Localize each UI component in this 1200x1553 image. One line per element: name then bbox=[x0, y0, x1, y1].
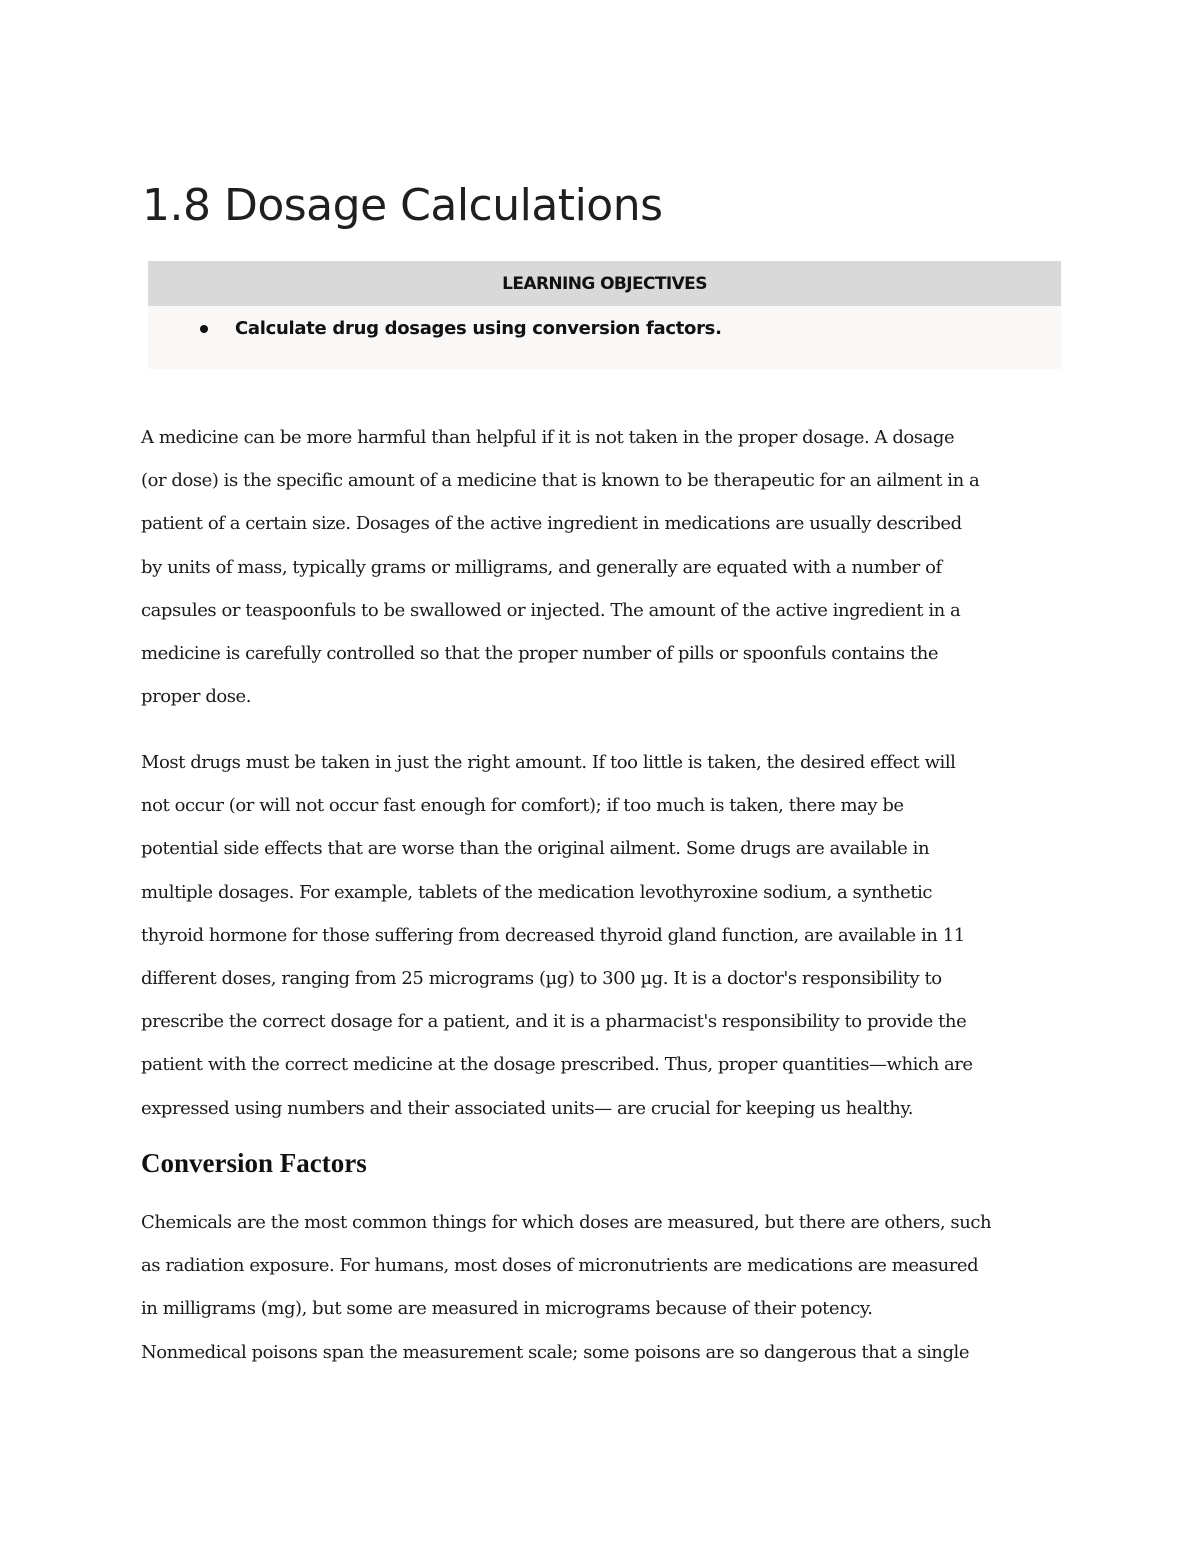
learning-objective-text: Calculate drug dosages using conversion factors. bbox=[235, 318, 722, 339]
learning-objective-item bbox=[200, 316, 722, 342]
learning-objectives-box bbox=[148, 261, 1061, 369]
bullet-icon bbox=[200, 325, 208, 333]
text-line: prescribe the correct dosage for a patient, and it is a pharmacist's responsibility to provide the bbox=[141, 1011, 967, 1033]
text-line: not occur (or will not occur fast enough for comfort); if too much is taken, there may be bbox=[141, 795, 904, 817]
text-line: multiple dosages. For example, tablets of the medication levothyroxine sodium, a synthetic bbox=[141, 881, 933, 903]
text-line: Most drugs must be taken in just the right amount. If too little is taken, the desired effect will bbox=[141, 752, 956, 773]
learning-objectives-heading: LEARNING OBJECTIVES bbox=[148, 261, 1061, 306]
text-line: as radiation exposure. For humans, most doses of micronutrients are medications are measured bbox=[141, 1255, 979, 1277]
text-line: potential side effects that are worse than the original ailment. Some drugs are available in bbox=[141, 838, 930, 860]
text-line: Chemicals are the most common things for which doses are measured, but there are others, such bbox=[141, 1212, 992, 1233]
text-line: expressed using numbers and their associated units— are crucial for keeping us healthy. bbox=[141, 1097, 914, 1119]
text-line: different doses, ranging from 25 micrograms (µg) to 300 µg. It is a doctor's responsibility to bbox=[141, 968, 942, 990]
text-line: patient of a certain size. Dosages of the active ingredient in medications are usually described bbox=[141, 513, 962, 535]
text-line: proper dose. bbox=[141, 686, 252, 708]
paragraph-dosage-amounts bbox=[141, 741, 1071, 1130]
learning-objectives-body bbox=[148, 306, 1061, 369]
text-line: patient with the correct medicine at the dosage prescribed. Thus, proper quantities—which are bbox=[141, 1054, 973, 1076]
page-title: 1.8 Dosage Calculations bbox=[142, 180, 663, 231]
text-line: in milligrams (mg), but some are measured in micrograms because of their potency. bbox=[141, 1298, 873, 1320]
paragraph-conversion-factors bbox=[141, 1201, 1071, 1374]
text-line: A medicine can be more harmful than helpful if it is not taken in the proper dosage. A dosage bbox=[141, 427, 955, 448]
text-line: capsules or teaspoonfuls to be swallowed or injected. The amount of the active ingredient in a bbox=[141, 599, 961, 621]
text-line: thyroid hormone for those suffering from decreased thyroid gland function, are available in 11 bbox=[141, 924, 965, 946]
text-line: medicine is carefully controlled so that the proper number of pills or spoonfuls contains the bbox=[141, 643, 939, 665]
text-line: by units of mass, typically grams or milligrams, and generally are equated with a number of bbox=[141, 556, 942, 578]
section-heading: Conversion Factors bbox=[141, 1148, 367, 1178]
text-line: (or dose) is the specific amount of a medicine that is known to be therapeutic for an ailment in a bbox=[141, 470, 980, 492]
text-line: Nonmedical poisons span the measurement scale; some poisons are so dangerous that a single bbox=[141, 1341, 970, 1363]
paragraph-intro bbox=[141, 416, 1071, 718]
